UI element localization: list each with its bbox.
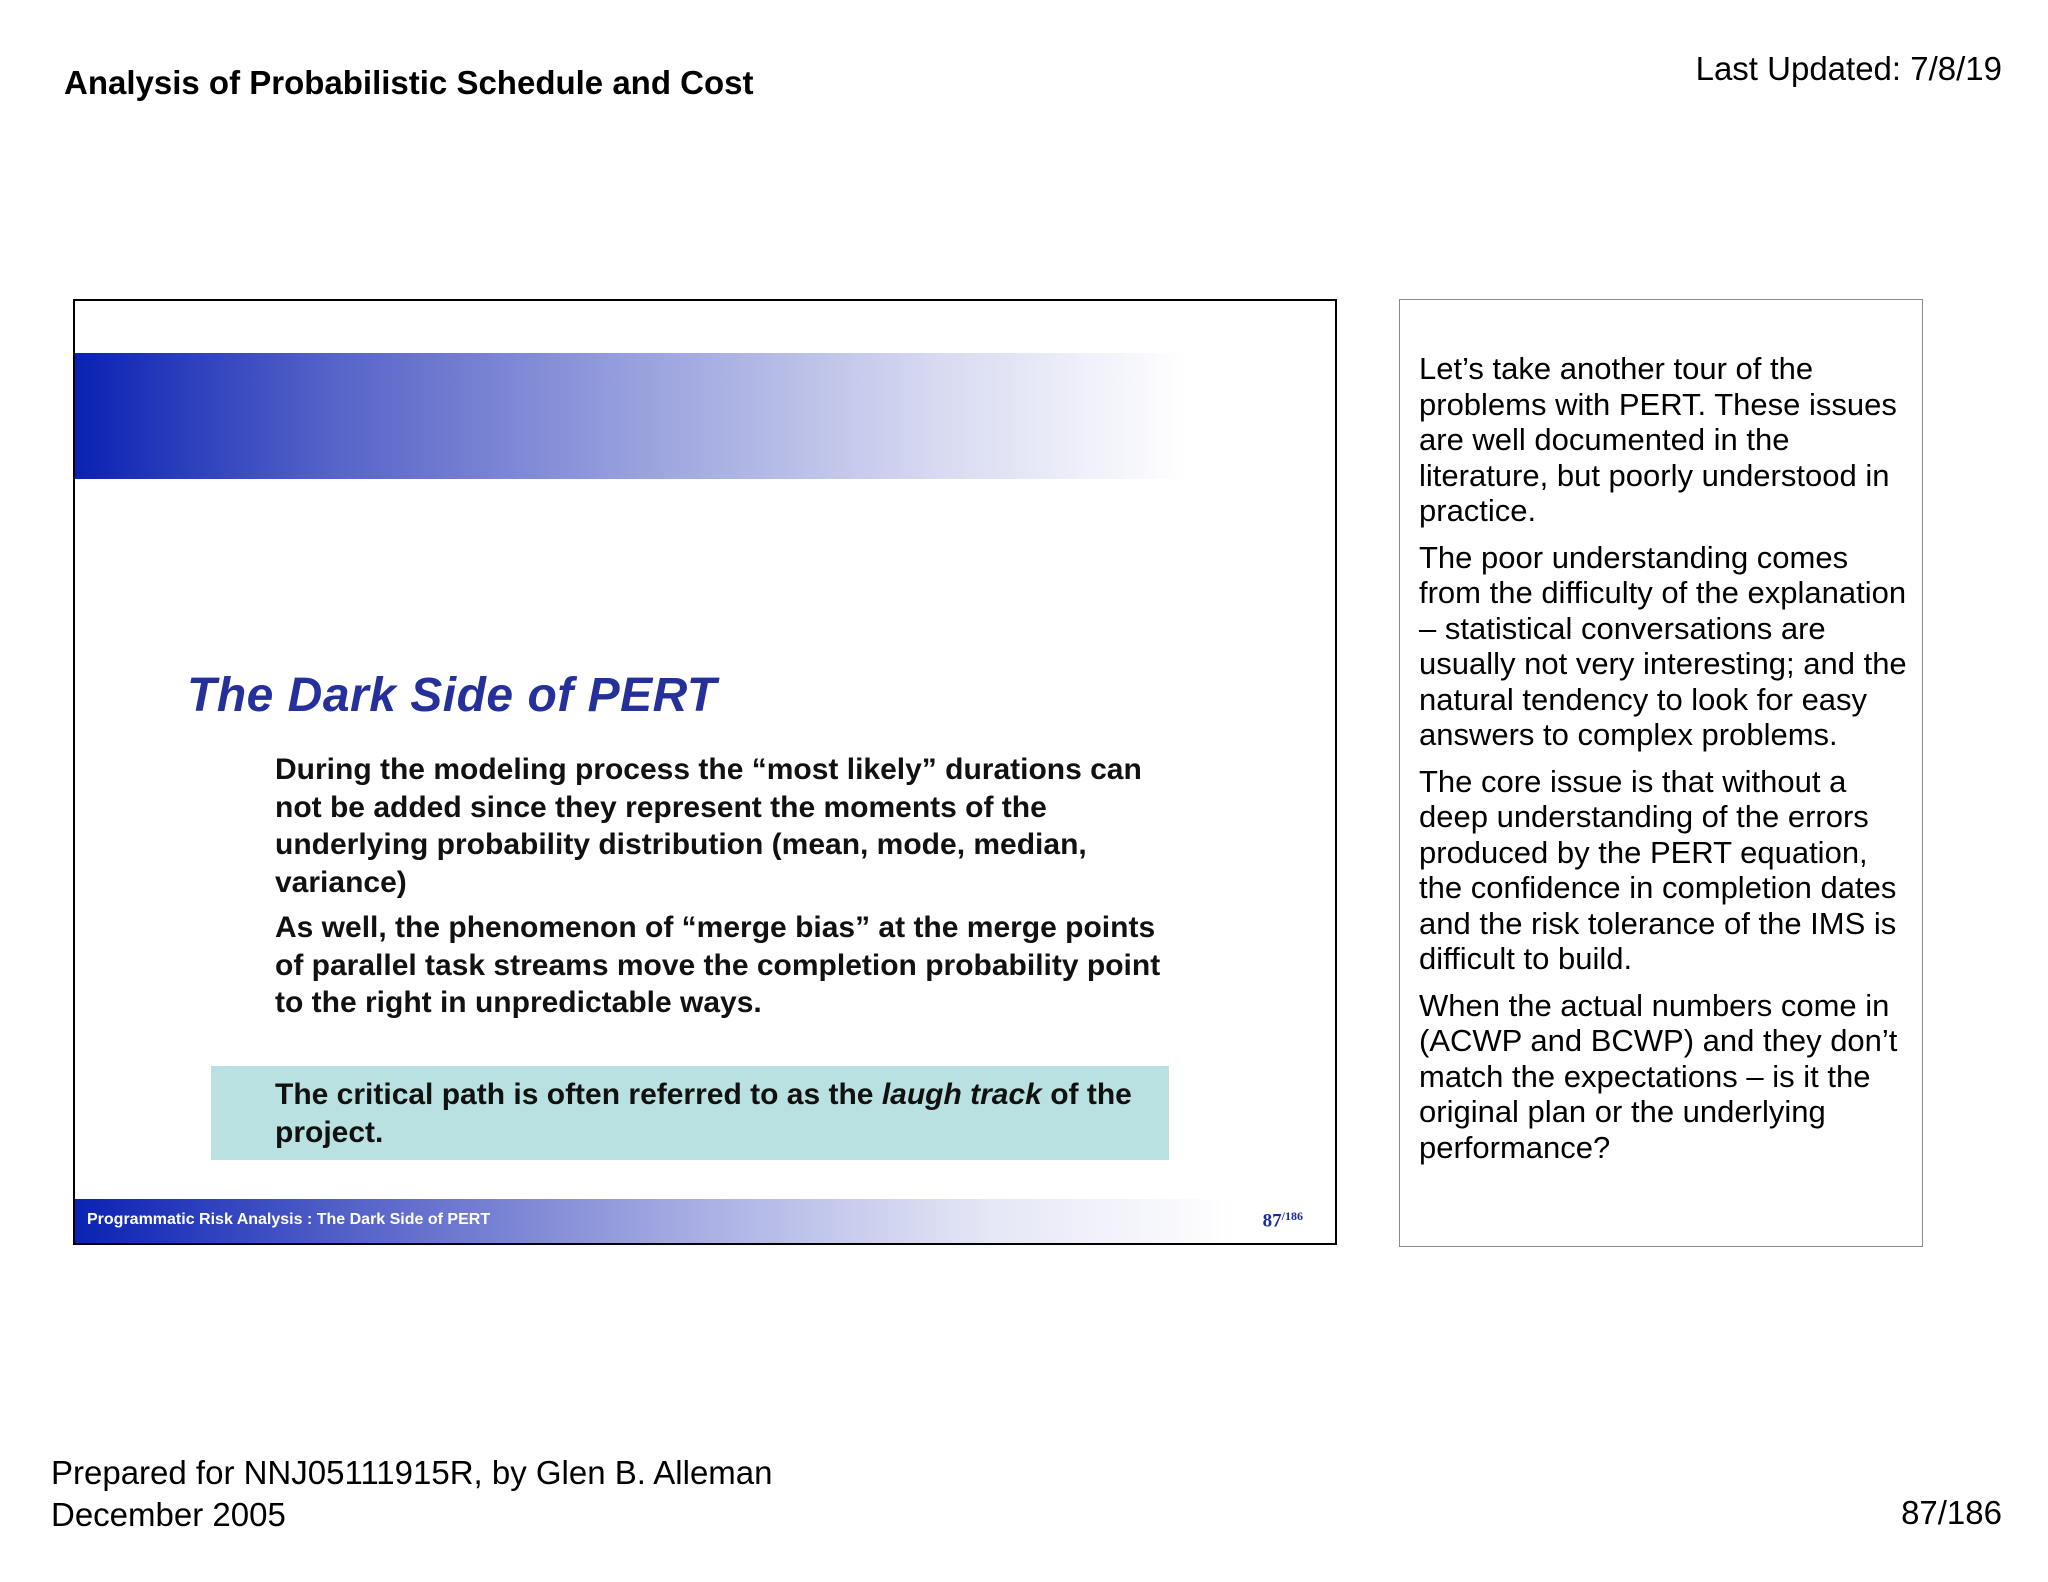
note-paragraph: Let’s take another tour of the problems with PERT. These issues are well documented in the literature, but poorly understood in practice. bbox=[1419, 351, 1897, 528]
slide-page-total: /186 bbox=[1281, 1209, 1303, 1223]
note-paragraph: The poor understanding comes from the difficulty of the explanation – statistical conversations are usually not very interesting; and the natural tendency to look for easy answers to complex problems. bbox=[1419, 539, 1907, 752]
slide-highlight-box bbox=[211, 1066, 1169, 1160]
page-number: 87/186 bbox=[1901, 1494, 2002, 1531]
slide-footer-text: Programmatic Risk Analysis : The Dark Side of PERT bbox=[87, 1211, 491, 1228]
highlight-text-after: of the project. bbox=[275, 1078, 1132, 1149]
slide-header-banner bbox=[75, 353, 1337, 479]
highlight-text-before: The critical path is often referred to as the bbox=[275, 1078, 882, 1111]
slide-paragraph: As well, the phenomenon of “merge bias” at the merge points of parallel task streams move the completion probability point to the right in unpredictable ways. bbox=[275, 911, 1161, 1019]
prepared-by-footer bbox=[51, 1452, 773, 1536]
slide-footer-bar bbox=[75, 1199, 1337, 1243]
note-paragraph: When the actual numbers come in (ACWP and BCWP) and they don’t match the expectations – is it the original plan or the underlying performance? bbox=[1419, 987, 1898, 1165]
highlight-text-emphasis: laugh track bbox=[881, 1078, 1042, 1111]
slide-body bbox=[275, 751, 1175, 1030]
slide-page-number bbox=[1263, 1209, 1303, 1232]
last-updated-date: Last Updated: 7/8/19 bbox=[1695, 50, 2002, 87]
speaker-notes-box bbox=[1399, 299, 1923, 1247]
slide-paragraph: During the modeling process the “most likely” durations can not be added since they represent the moments of the underlying probability distribution (mean, mode, median, variance) bbox=[275, 753, 1142, 899]
slide-title: The Dark Side of PERT bbox=[187, 669, 717, 722]
speaker-notes-content bbox=[1419, 351, 1909, 1176]
slide-thumbnail bbox=[73, 299, 1337, 1245]
slide-highlight-text bbox=[275, 1076, 1155, 1152]
prepared-for-text: Prepared for NNJ05111915R, by Glen B. Alleman bbox=[51, 1454, 773, 1491]
prepared-date: December 2005 bbox=[51, 1496, 286, 1533]
note-paragraph: The core issue is that without a deep understanding of the errors produced by the PERT equation, the confidence in completion dates and the risk tolerance of the IMS is difficult to build. bbox=[1419, 763, 1897, 976]
slide-page-current: 87 bbox=[1262, 1210, 1282, 1232]
document-title: Analysis of Probabilistic Schedule and Cost bbox=[64, 64, 754, 101]
